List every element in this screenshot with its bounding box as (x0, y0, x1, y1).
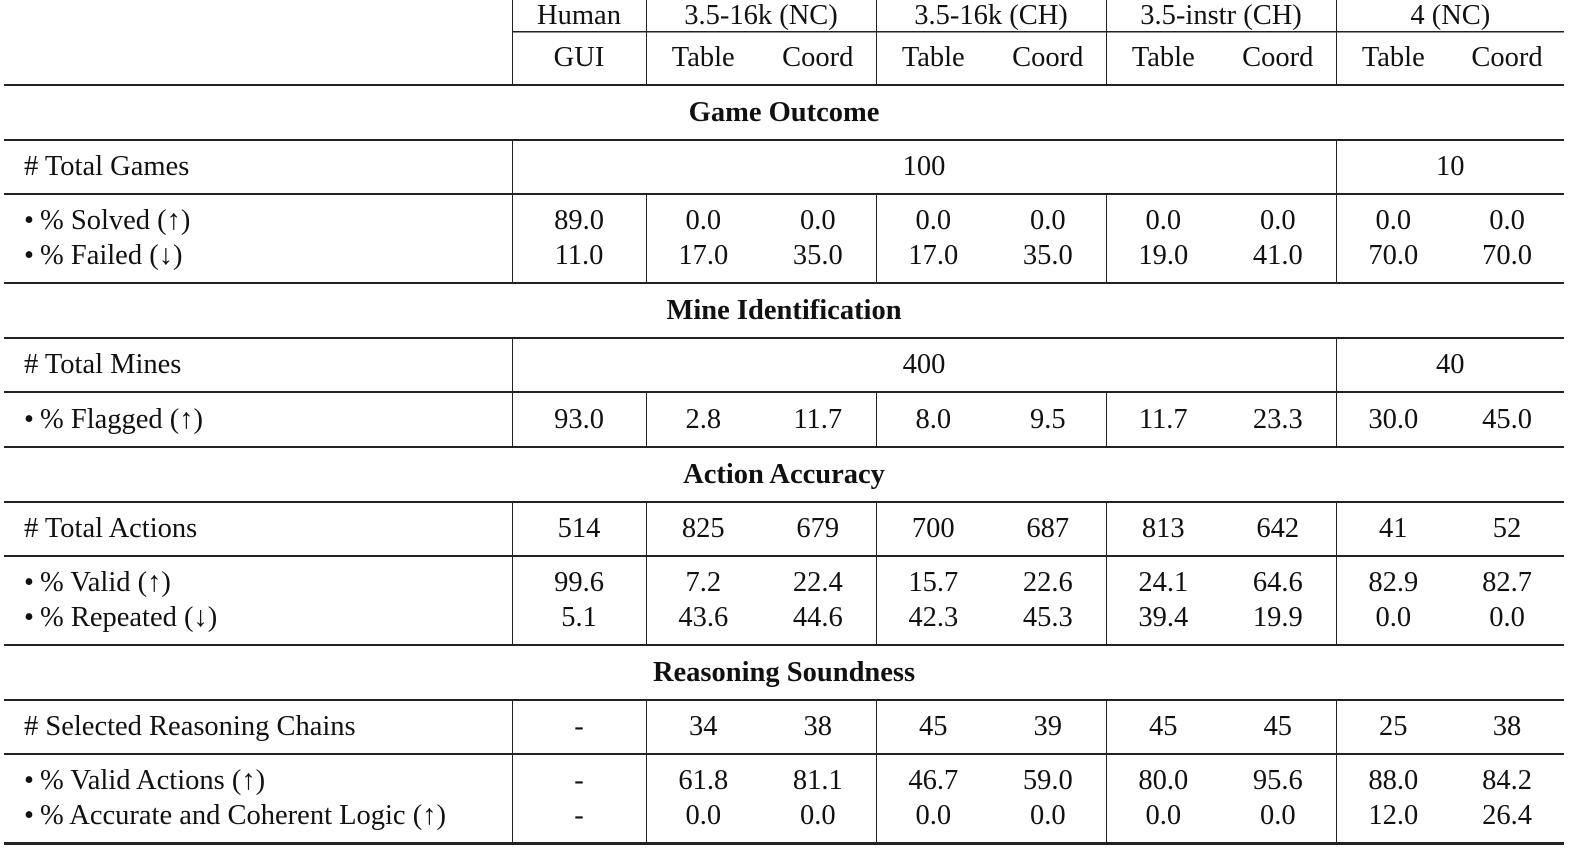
cell-value: 0.0 (1489, 205, 1525, 236)
table-cell (1336, 392, 1450, 447)
table-cell (512, 194, 646, 283)
row-label-selected-reasoning-chains: # Selected Reasoning Chains (4, 700, 512, 754)
cell-value: - (574, 799, 584, 831)
table-cell (1450, 194, 1564, 283)
row-label-accurate-and-coherent-logic (24, 799, 512, 834)
bullet-icon: • (24, 567, 34, 598)
row-label-total-mines: # Total Mines (4, 338, 512, 392)
table-row (4, 754, 1564, 844)
cell-value: 44.6 (792, 601, 843, 633)
table-row (4, 338, 1564, 392)
table-cell (646, 194, 760, 283)
row-label-text: % Valid (↑) (39, 567, 171, 598)
header-sub-table: Table (876, 31, 990, 85)
cell-value: 5.1 (561, 601, 597, 633)
cell-value: 19.0 (1138, 239, 1189, 271)
table-cell (1450, 556, 1564, 645)
header-group-human: Human (512, 0, 646, 31)
table-cell (646, 392, 760, 447)
cell-value: 42.3 (908, 601, 959, 633)
table-cell (1220, 754, 1336, 844)
cell-value: 0.0 (915, 205, 952, 236)
cell-value: 0.0 (1375, 601, 1412, 633)
header-corner-2 (4, 31, 512, 85)
cell-value: 70.0 (1368, 239, 1419, 271)
table-cell: 825 (646, 502, 760, 556)
row-label-text: % Valid Actions (↑) (39, 765, 266, 796)
cell-value: 0.0 (1145, 205, 1182, 236)
cell-value: 0.0 (799, 205, 836, 236)
table-cell: 41 (1336, 502, 1450, 556)
total-mines-main-value: 400 (512, 338, 1336, 392)
row-label-repeated (24, 601, 512, 636)
row-label-text: % Accurate and Coherent Logic (↑) (39, 799, 446, 831)
table-row (4, 194, 1564, 283)
cell-value: 82.9 (1368, 567, 1419, 598)
table-cell: 700 (876, 502, 990, 556)
cell-value: 12.0 (1368, 799, 1419, 831)
section-title-row (4, 85, 1564, 140)
table-cell (990, 754, 1106, 844)
header-group-35-16k-nc: 3.5-16k (NC) (646, 0, 876, 31)
cell-value: 81.1 (792, 765, 843, 796)
cell-value: 11.0 (554, 239, 604, 271)
cell-value: 8.0 (915, 404, 952, 435)
table-cell: 38 (760, 700, 876, 754)
table-cell (1220, 194, 1336, 283)
section-title-row (4, 645, 1564, 700)
total-games-gpt4-value: 10 (1336, 140, 1564, 194)
cell-value: 0.0 (1029, 799, 1066, 831)
header-sub-gui: GUI (512, 31, 646, 85)
row-label-group (4, 556, 512, 645)
cell-value: 59.0 (1022, 765, 1073, 796)
table-cell (512, 392, 646, 447)
total-mines-gpt4-value: 40 (1336, 338, 1564, 392)
cell-value: 95.6 (1252, 765, 1303, 796)
bullet-icon: • (24, 601, 34, 633)
row-label-text: % Repeated (↓) (39, 601, 218, 633)
cell-value: 46.7 (908, 765, 959, 796)
cell-value: 0.0 (1375, 205, 1412, 236)
section-title-mine-identification: Mine Identification (4, 283, 1564, 338)
cell-value: 82.7 (1482, 567, 1532, 598)
table-cell: 38 (1450, 700, 1564, 754)
header-subcolumn-row (4, 31, 1564, 85)
cell-value: 26.4 (1482, 799, 1532, 831)
cell-value: 39.4 (1138, 601, 1189, 633)
cell-value: 22.6 (1022, 567, 1073, 598)
table-cell (1220, 392, 1336, 447)
table-cell: 52 (1450, 502, 1564, 556)
cell-value: 0.0 (915, 799, 952, 831)
row-label-total-games: # Total Games (4, 140, 512, 194)
table-cell (1450, 754, 1564, 844)
cell-value: 89.0 (554, 205, 604, 236)
cell-value: 11.7 (793, 404, 843, 435)
cell-value: 0.0 (799, 799, 836, 831)
row-label-valid (24, 566, 512, 601)
table-cell (1336, 556, 1450, 645)
bullet-icon: • (24, 205, 34, 236)
cell-value: 64.6 (1252, 567, 1303, 598)
header-group-35-16k-ch: 3.5-16k (CH) (876, 0, 1106, 31)
cell-value: 0.0 (685, 205, 722, 236)
cell-value: 41.0 (1252, 239, 1303, 271)
cell-value: 84.2 (1482, 765, 1532, 796)
table-row (4, 700, 1564, 754)
row-label-text: % Solved (↑) (39, 205, 191, 236)
cell-value: 23.3 (1252, 404, 1303, 435)
header-sub-coord: Coord (760, 31, 876, 85)
cell-value: 93.0 (554, 404, 604, 435)
row-label-group (4, 754, 512, 844)
table-cell (1450, 392, 1564, 447)
row-label-text: % Flagged (↑) (39, 404, 204, 435)
section-title-action-accuracy: Action Accuracy (4, 447, 1564, 502)
cell-value: 99.6 (554, 567, 604, 598)
cell-value: 7.2 (685, 567, 722, 598)
header-sub-coord: Coord (1220, 31, 1336, 85)
table-cell: 45 (1106, 700, 1220, 754)
cell-value: 0.0 (1145, 799, 1182, 831)
table-cell (646, 556, 760, 645)
row-label-total-actions: # Total Actions (4, 502, 512, 556)
table-cell (512, 754, 646, 844)
cell-value: 0.0 (1259, 799, 1296, 831)
cell-value: 0.0 (685, 799, 722, 831)
header-group-row (4, 0, 1564, 31)
bullet-icon: • (24, 239, 34, 271)
table-cell (876, 556, 990, 645)
cell-value: 0.0 (1489, 601, 1525, 633)
cell-value: 70.0 (1482, 239, 1532, 271)
table-row (4, 556, 1564, 645)
table-cell (876, 392, 990, 447)
table-cell: 687 (990, 502, 1106, 556)
header-sub-table: Table (1336, 31, 1450, 85)
header-sub-coord: Coord (990, 31, 1106, 85)
cell-value: 9.5 (1029, 404, 1066, 435)
cell-value: 0.0 (1259, 205, 1296, 236)
table-cell (1336, 754, 1450, 844)
cell-value: 35.0 (792, 239, 843, 271)
table-cell (646, 754, 760, 844)
cell-value: 0.0 (1029, 205, 1066, 236)
cell-value: 30.0 (1368, 404, 1419, 435)
cell-value: 11.7 (1138, 404, 1188, 435)
cell-value: 24.1 (1138, 567, 1189, 598)
row-label-text: % Failed (↓) (39, 239, 183, 271)
cell-value: 19.9 (1252, 601, 1303, 633)
table-row (4, 392, 1564, 447)
row-label-group (4, 392, 512, 447)
row-label-solved (24, 204, 512, 239)
table-cell (512, 556, 646, 645)
header-group-35-instr-ch: 3.5-instr (CH) (1106, 0, 1336, 31)
cell-value: 15.7 (908, 567, 959, 598)
table-cell (1106, 392, 1220, 447)
table-cell: 25 (1336, 700, 1450, 754)
table-cell (1336, 194, 1450, 283)
table-cell (876, 194, 990, 283)
cell-value: 43.6 (678, 601, 729, 633)
table-cell: 813 (1106, 502, 1220, 556)
section-title-game-outcome: Game Outcome (4, 85, 1564, 140)
table-cell (1106, 194, 1220, 283)
cell-value: 45.0 (1482, 404, 1532, 435)
header-sub-coord: Coord (1450, 31, 1564, 85)
results-table (4, 0, 1564, 845)
header-corner (4, 0, 512, 31)
table-row (4, 502, 1564, 556)
header-group-4-nc: 4 (NC) (1336, 0, 1564, 31)
table-cell (876, 754, 990, 844)
table-cell: 514 (512, 502, 646, 556)
bullet-icon: • (24, 404, 34, 435)
total-games-main-value: 100 (512, 140, 1336, 194)
table-cell (990, 392, 1106, 447)
cell-value: 17.0 (908, 239, 959, 271)
table-cell (1106, 754, 1220, 844)
cell-value: 35.0 (1022, 239, 1073, 271)
table-row (4, 140, 1564, 194)
table-cell: 45 (1220, 700, 1336, 754)
table-cell (760, 754, 876, 844)
table-cell (990, 194, 1106, 283)
table-cell: 679 (760, 502, 876, 556)
table-cell (760, 392, 876, 447)
table-cell (1220, 556, 1336, 645)
table-cell: 642 (1220, 502, 1336, 556)
table-cell (760, 556, 876, 645)
cell-value: 2.8 (685, 404, 722, 435)
table-cell (990, 556, 1106, 645)
row-label-group (4, 194, 512, 283)
section-title-row (4, 283, 1564, 338)
section-title-reasoning-soundness: Reasoning Soundness (4, 645, 1564, 700)
table-cell: 39 (990, 700, 1106, 754)
cell-value: 22.4 (792, 567, 843, 598)
table-cell (1106, 556, 1220, 645)
row-label-failed (24, 239, 512, 274)
header-sub-table: Table (1106, 31, 1220, 85)
cell-value: - (574, 765, 584, 796)
table-cell: 45 (876, 700, 990, 754)
row-label-valid-actions (24, 764, 512, 799)
row-label-flagged (24, 393, 512, 446)
cell-value: 61.8 (678, 765, 729, 796)
cell-value: 88.0 (1368, 765, 1419, 796)
cell-value: 17.0 (678, 239, 729, 271)
bullet-icon: • (24, 799, 34, 831)
table-cell: 34 (646, 700, 760, 754)
cell-value: 80.0 (1138, 765, 1189, 796)
table-cell (760, 194, 876, 283)
table-cell: - (512, 700, 646, 754)
header-sub-table: Table (646, 31, 760, 85)
section-title-row (4, 447, 1564, 502)
bullet-icon: • (24, 765, 34, 796)
cell-value: 45.3 (1022, 601, 1073, 633)
